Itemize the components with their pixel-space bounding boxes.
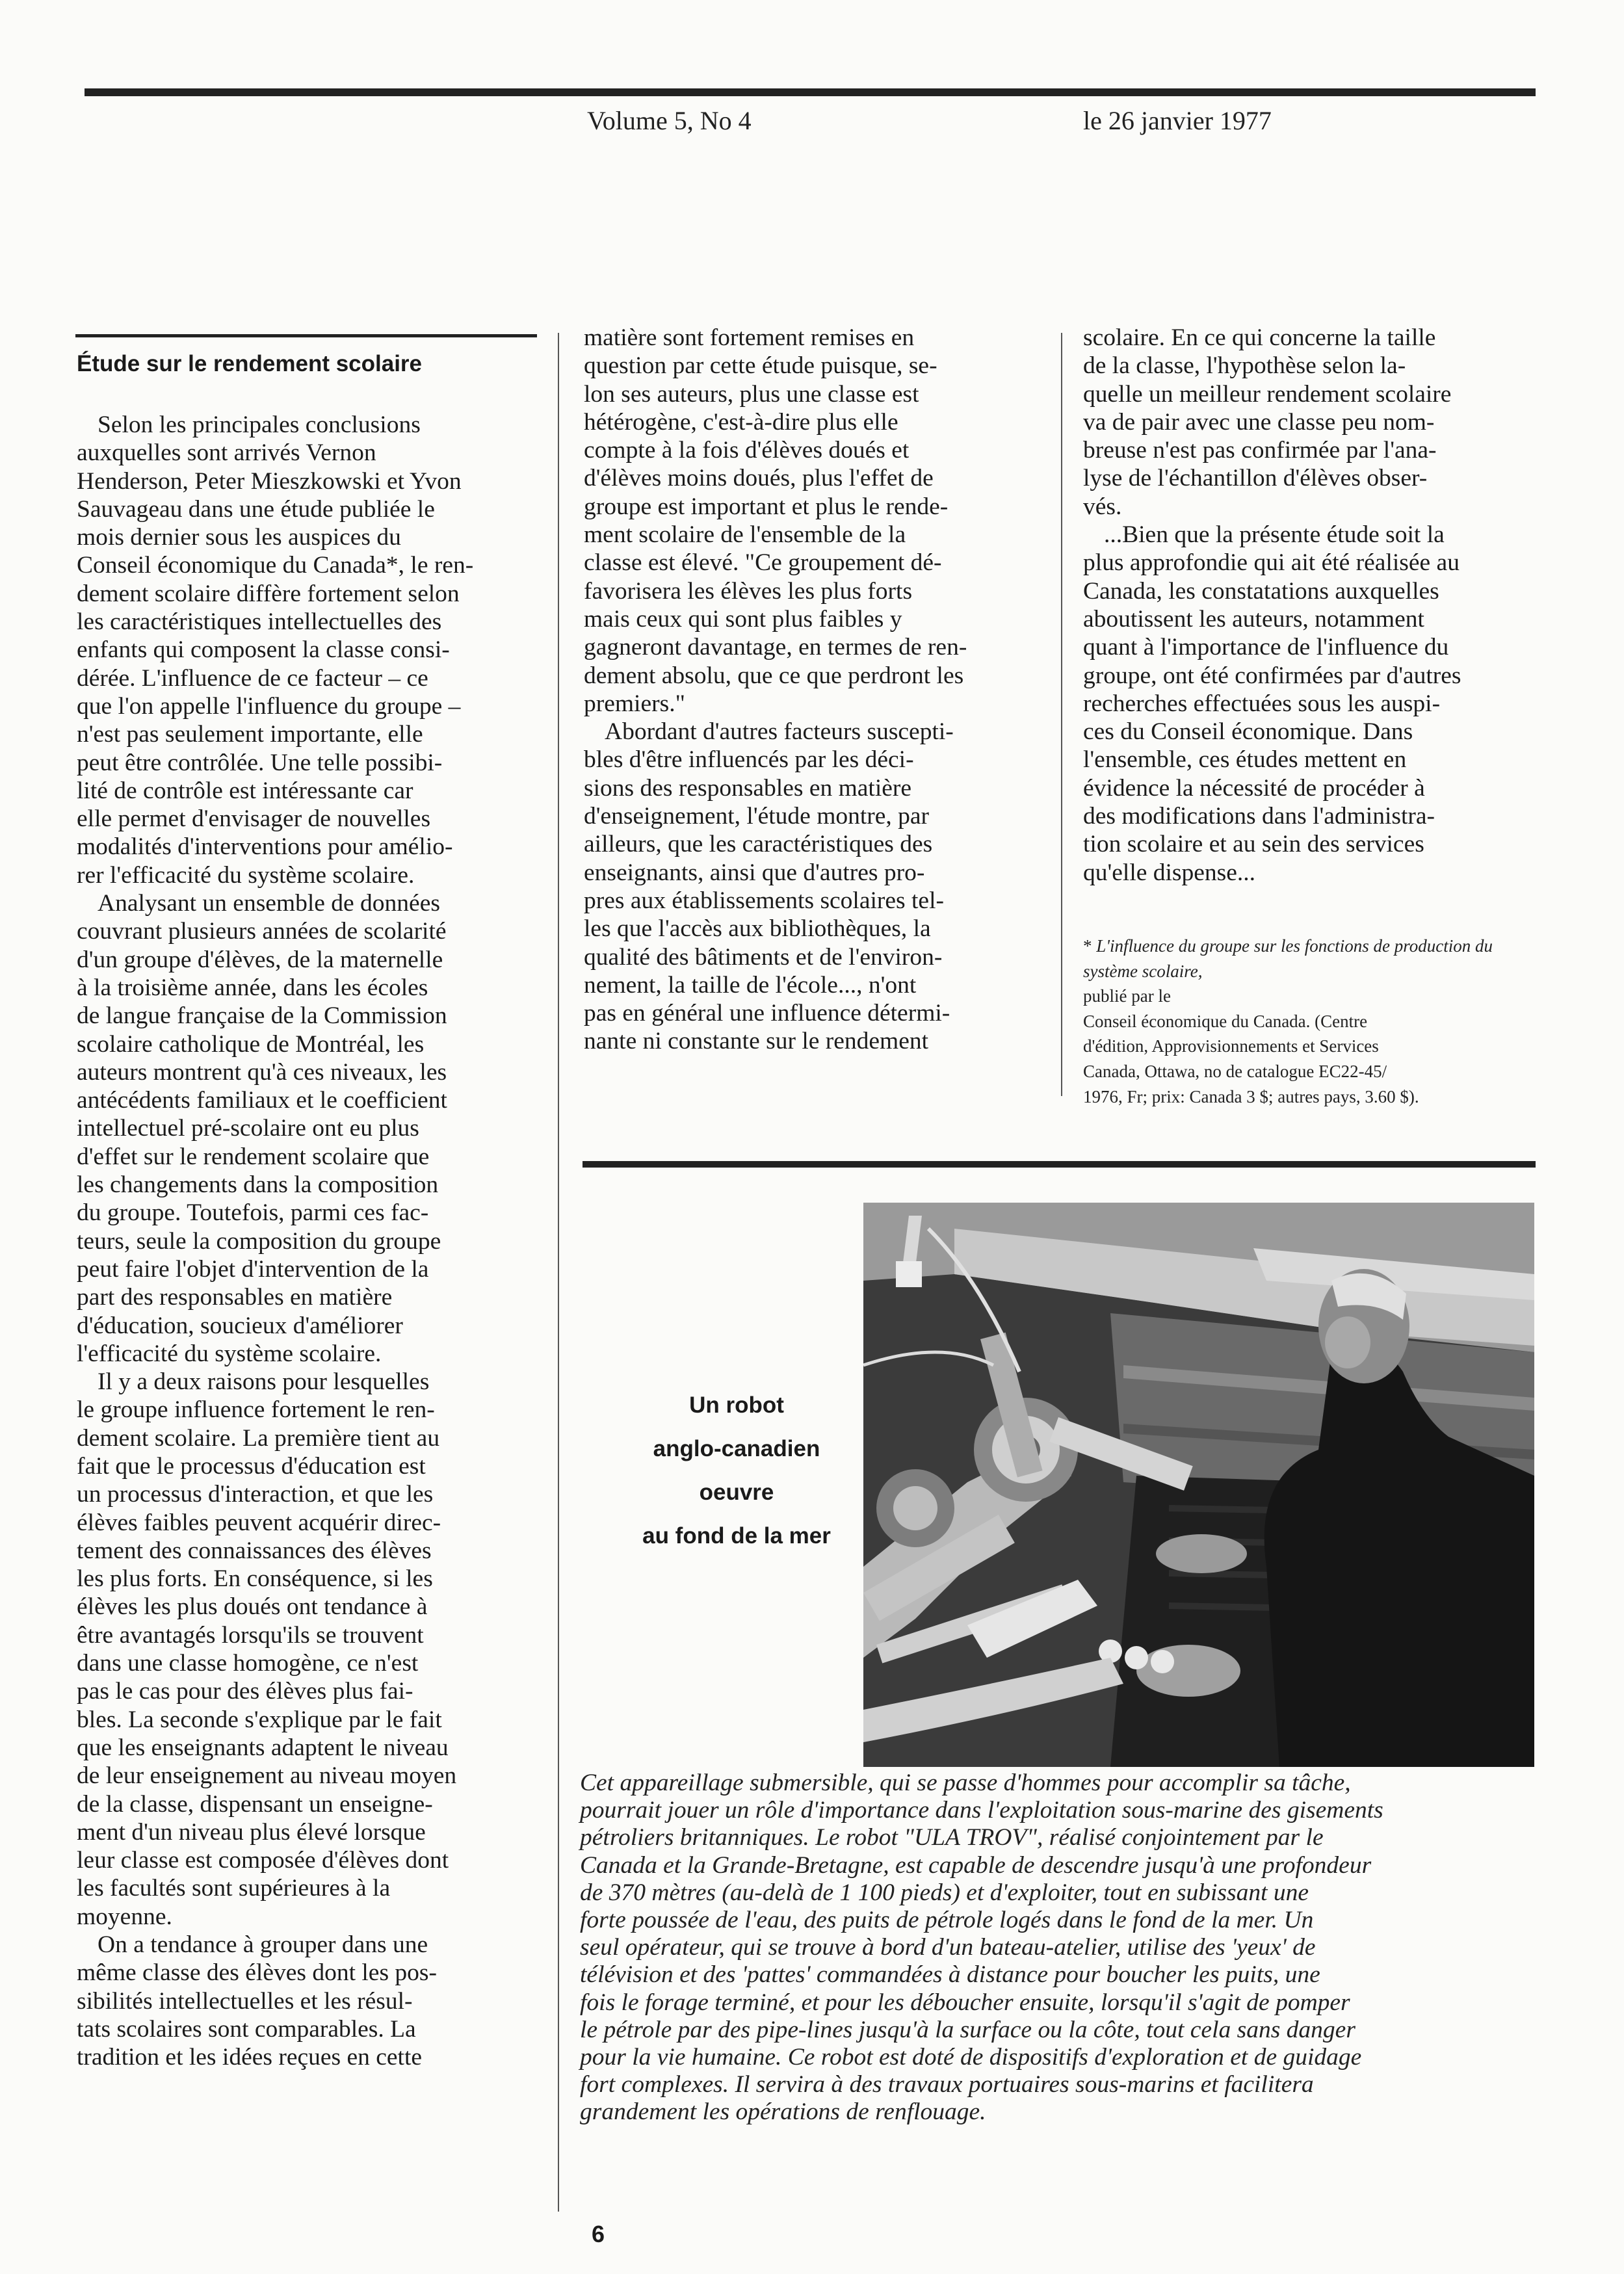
caption-line: Canada et la Grande-Bretagne, est capable de descendre jusqu'à une profondeur: [580, 1851, 1372, 1879]
article-text-line: qu'elle dispense...: [1083, 859, 1256, 886]
article-text-line: plus approfondie qui ait été réalisée au: [1083, 549, 1460, 577]
column-divider: [1061, 333, 1062, 1096]
article-text-line: être avantagés lorsqu'ils se trouvent: [77, 1621, 424, 1649]
article-text-line: dement scolaire diffère fortement selon: [77, 580, 460, 607]
article-text-line: n'est pas seulement importante, elle: [77, 721, 423, 748]
article-column-3: [1083, 324, 1532, 887]
footnote-book-title: L'influence du groupe sur les fonctions de production du système scolaire,: [1083, 936, 1493, 981]
article-text-line: même classe des élèves dont les pos-: [77, 1959, 438, 1987]
footnote-star: *: [1083, 936, 1097, 956]
article-text-line: peut être contrôlée. Une telle possibi-: [77, 749, 443, 776]
article-text-line: va de pair avec une classe peu nom-: [1083, 408, 1435, 436]
article-text-line: d'élèves moins doués, plus l'effet de: [584, 465, 934, 492]
article-text-line: tement des connaissances des élèves: [77, 1537, 432, 1564]
issue-date: le 26 janvier 1977: [1083, 106, 1272, 135]
article-text-line: premiers.": [584, 690, 685, 717]
article-text-line: dement scolaire. La première tient au: [77, 1424, 440, 1452]
article-text-line: mois dernier sous les auspices du: [77, 524, 401, 551]
article-text-line: couvrant plusieurs années de scolarité: [77, 918, 447, 945]
article-text-line: de langue française de la Commission: [77, 1002, 447, 1030]
article-title: Étude sur le rendement scolaire: [77, 351, 423, 376]
article-column-2: [584, 324, 1039, 1056]
article-text-line: Henderson, Peter Mieszkowski et Yvon: [77, 467, 462, 495]
caption-line: télévision et des 'pattes' commandées à distance pour boucher les puits, une: [580, 1961, 1320, 1989]
article-text-line: sibilités intellectuelles et les résul-: [77, 1987, 413, 2015]
article-text-line: question par cette étude puisque, se-: [584, 352, 937, 380]
robot-headline: [584, 1383, 889, 1558]
article-text-line: des modifications dans l'administra-: [1083, 803, 1435, 830]
article-text-line: d'un groupe d'élèves, de la maternelle: [77, 946, 443, 973]
column-divider: [558, 333, 559, 2212]
article-text-line: d'effet sur le rendement scolaire que: [77, 1143, 430, 1170]
article-text-line: peut faire l'objet d'intervention de la: [77, 1255, 429, 1283]
robot-photo: [863, 1203, 1534, 1767]
article-text-line: intellectuel pré-scolaire ont eu plus: [77, 1115, 419, 1142]
article-text-line: quelle un meilleur rendement scolaire: [1083, 380, 1452, 408]
caption-line: de 370 mètres (au-delà de 1 100 pieds) et d'exploiter, tout en subissant une: [580, 1879, 1309, 1906]
article-text-line: part des responsables en matière: [77, 1284, 393, 1311]
article-text-line: pas en général une influence détermi-: [584, 1000, 950, 1027]
article-text-line: leur classe est composée d'élèves dont: [77, 1847, 449, 1874]
footnote-line: d'édition, Approvisionnements et Services: [1083, 1036, 1379, 1056]
article-text-line: aboutissent les auteurs, notamment: [1083, 605, 1424, 633]
article-text-line: de leur enseignement au niveau moyen: [77, 1762, 457, 1790]
article-text-line: auxquelles sont arrivés Vernon: [77, 439, 376, 467]
article-text-line: ...Bien que la présente étude soit la: [1104, 521, 1445, 549]
section-rule: [583, 1161, 1536, 1168]
footnote-line: 1976, Fr; prix: Canada 3 $; autres pays, 3.60 $).: [1083, 1086, 1419, 1106]
article-text-line: que les enseignants adaptent le niveau: [77, 1734, 449, 1761]
article-text-line: Conseil économique du Canada*, le ren-: [77, 552, 474, 579]
article-text-line: l'ensemble, ces études mettent en: [1083, 746, 1407, 774]
article-text-line: l'efficacité du système scolaire.: [77, 1340, 382, 1367]
article-text-line: recherches effectuées sous les auspi-: [1083, 690, 1441, 717]
article-text-line: Sauvageau dans une étude publiée le: [77, 495, 435, 523]
article-text-line: le groupe influence fortement le ren-: [77, 1396, 435, 1424]
article-text-line: matière sont fortement remises en: [584, 324, 915, 351]
article-text-line: classe est élevé. "Ce groupement dé-: [584, 549, 942, 577]
robot-headline-line: oeuvre: [699, 1480, 774, 1505]
photo-image: [863, 1203, 1534, 1767]
article-text-line: enfants qui composent la classe consi-: [77, 636, 450, 664]
article-text-line: bles d'être influencés par les déci-: [584, 746, 914, 774]
section-rule: [75, 334, 537, 337]
article-text-line: évidence la nécessité de procéder à: [1083, 774, 1425, 802]
article-text-line: élèves les plus doués ont tendance à: [77, 1593, 428, 1621]
caption-line: pétroliers britanniques. Le robot "ULA TROV", réalisé conjointement par le: [580, 1824, 1324, 1851]
article-text-line: Canada, les constatations auxquelles: [1083, 577, 1439, 605]
article-text-line: qualité des bâtiments et de l'environ-: [584, 943, 943, 971]
article-text-line: fait que le processus d'éducation est: [77, 1452, 426, 1480]
article-text-line: sions des responsables en matière: [584, 774, 912, 802]
article-text-line: groupe, ont été confirmées par d'autres: [1083, 662, 1461, 689]
article-text-line: moyenne.: [77, 1903, 172, 1930]
article-text-line: tradition et les idées reçues en cette: [77, 2044, 423, 2071]
caption-line: le pétrole par des pipe-lines jusqu'à la surface ou la côte, tout cela sans danger: [580, 2016, 1356, 2043]
article-text-line: pres aux établissements scolaires tel-: [584, 887, 944, 914]
article-text-line: On a tendance à grouper dans une: [98, 1931, 428, 1959]
article-text-line: Il y a deux raisons pour lesquelles: [98, 1368, 430, 1396]
article-text-line: gagneront davantage, en termes de ren-: [584, 634, 967, 661]
article-column-1: [77, 411, 549, 2072]
article-text-line: scolaire catholique de Montréal, les: [77, 1030, 425, 1058]
article-text-line: modalités d'interventions pour amélio-: [77, 833, 453, 861]
article-text-line: rer l'efficacité du système scolaire.: [77, 861, 415, 889]
article-text-line: nement, la taille de l'école..., n'ont: [584, 971, 917, 999]
article-text-line: ailleurs, que les caractéristiques des: [584, 831, 933, 858]
article-text-line: Abordant d'autres facteurs suscepti-: [605, 718, 954, 746]
caption-line: seul opérateur, qui se trouve à bord d'un bateau-atelier, utilise des 'yeux' de: [580, 1934, 1316, 1961]
robot-headline-line: anglo-canadien: [653, 1436, 820, 1461]
article-text-line: enseignants, ainsi que d'autres pro-: [584, 859, 925, 886]
page-number: 6: [591, 2221, 605, 2247]
robot-headline-line: au fond de la mer: [642, 1523, 831, 1549]
photo-caption: [580, 1770, 1536, 2126]
caption-line: fort complexes. Il servira à des travaux portuaires sous-marins et facilitera: [580, 2071, 1314, 2098]
article-text-line: tats scolaires sont comparables. La: [77, 2015, 416, 2043]
article-text-line: dérée. L'influence de ce facteur – ce: [77, 664, 428, 692]
footnote: [1083, 934, 1533, 1109]
article-text-line: pas le cas pour des élèves plus fai-: [77, 1678, 413, 1705]
article-text-line: à la troisième année, dans les écoles: [77, 974, 428, 1001]
article-text-line: dans une classe homogène, ce n'est: [77, 1650, 419, 1677]
caption-line: grandement les opérations de renflouage.: [580, 2098, 986, 2126]
article-text-line: les plus forts. En conséquence, si les: [77, 1565, 433, 1593]
article-text-line: mais ceux qui sont plus faibles y: [584, 605, 902, 633]
article-text-line: les changements dans la composition: [77, 1171, 439, 1199]
article-text-line: hétérogène, c'est-à-dire plus elle: [584, 408, 898, 436]
article-text-line: les que l'accès aux bibliothèques, la: [584, 915, 931, 943]
article-text-line: d'éducation, soucieux d'améliorer: [77, 1312, 403, 1339]
article-text-line: auteurs montrent qu'à ces niveaux, les: [77, 1058, 447, 1086]
article-text-line: favorisera les élèves les plus forts: [584, 577, 913, 605]
article-text-line: nante ni constante sur le rendement: [584, 1028, 929, 1055]
caption-line: pour la vie humaine. Ce robot est doté de dispositifs d'exploration et de guidage: [580, 2044, 1362, 2071]
article-text-line: de la classe, dispensant un enseigne-: [77, 1790, 433, 1818]
article-text-line: élèves faibles peuvent acquérir direc-: [77, 1509, 441, 1536]
footnote-line: Canada, Ottawa, no de catalogue EC22-45/: [1083, 1061, 1387, 1081]
article-text-line: dement absolu, que ce que perdront les: [584, 662, 964, 689]
article-text-line: Analysant un ensemble de données: [98, 890, 440, 917]
article-text-line: antécédents familiaux et le coefficient: [77, 1087, 447, 1114]
article-text-line: elle permet d'envisager de nouvelles: [77, 805, 431, 833]
article-text-line: Selon les principales conclusions: [98, 412, 421, 438]
article-text-line: compte à la fois d'élèves doués et: [584, 437, 910, 464]
article-text-line: quant à l'importance de l'influence du: [1083, 634, 1449, 661]
article-text-line: lon ses auteurs, plus une classe est: [584, 380, 919, 408]
article-text-line: les caractéristiques intellectuelles des: [77, 608, 442, 636]
caption-line: forte poussée de l'eau, des puits de pétrole logés dans le fond de la mer. Un: [580, 1907, 1314, 1934]
robot-headline-line: Un robot: [689, 1392, 784, 1418]
article-text-line: un processus d'interaction, et que les: [77, 1481, 434, 1508]
article-text-line: bles. La seconde s'explique par le fait: [77, 1706, 442, 1733]
article-text-line: vés.: [1083, 493, 1122, 520]
article-text-line: scolaire. En ce qui concerne la taille: [1083, 324, 1436, 351]
caption-line: fois le forage terminé, et pour les déboucher ensuite, lorsqu'il s'agit de pomper: [580, 1989, 1350, 2016]
article-text-line: lyse de l'échantillon d'élèves obser-: [1083, 465, 1428, 492]
article-text-line: que l'on appelle l'influence du groupe –: [77, 692, 461, 720]
article-text-line: tion scolaire et au sein des services: [1083, 831, 1424, 858]
volume-number: Volume 5, No 4: [587, 106, 752, 135]
article-text-line: ces du Conseil économique. Dans: [1083, 718, 1413, 746]
footnote-line: Conseil économique du Canada. (Centre: [1083, 1011, 1368, 1031]
caption-line: Cet appareillage submersible, qui se passe d'hommes pour accomplir sa tâche,: [580, 1770, 1351, 1796]
article-text-line: groupe est important et plus le rende-: [584, 493, 949, 520]
article-text-line: teurs, seule la composition du groupe: [77, 1227, 441, 1255]
article-text-line: ment scolaire de l'ensemble de la: [584, 521, 906, 549]
top-rule: [85, 88, 1536, 96]
article-text-line: du groupe. Toutefois, parmi ces fac-: [77, 1199, 429, 1227]
footnote-line: publié par le: [1083, 986, 1171, 1006]
article-text-line: d'enseignement, l'étude montre, par: [584, 803, 930, 830]
article-text-line: les facultés sont supérieures à la: [77, 1875, 391, 1902]
article-text-line: breuse n'est pas confirmée par l'ana-: [1083, 437, 1437, 464]
caption-line: pourrait jouer un rôle d'importance dans l'exploitation sous-marine des gisements: [580, 1797, 1383, 1824]
article-text-line: lité de contrôle est intéressante car: [77, 777, 413, 804]
article-text-line: ment d'un niveau plus élevé lorsque: [77, 1818, 426, 1846]
article-text-line: de la classe, l'hypothèse selon la-: [1083, 352, 1406, 380]
